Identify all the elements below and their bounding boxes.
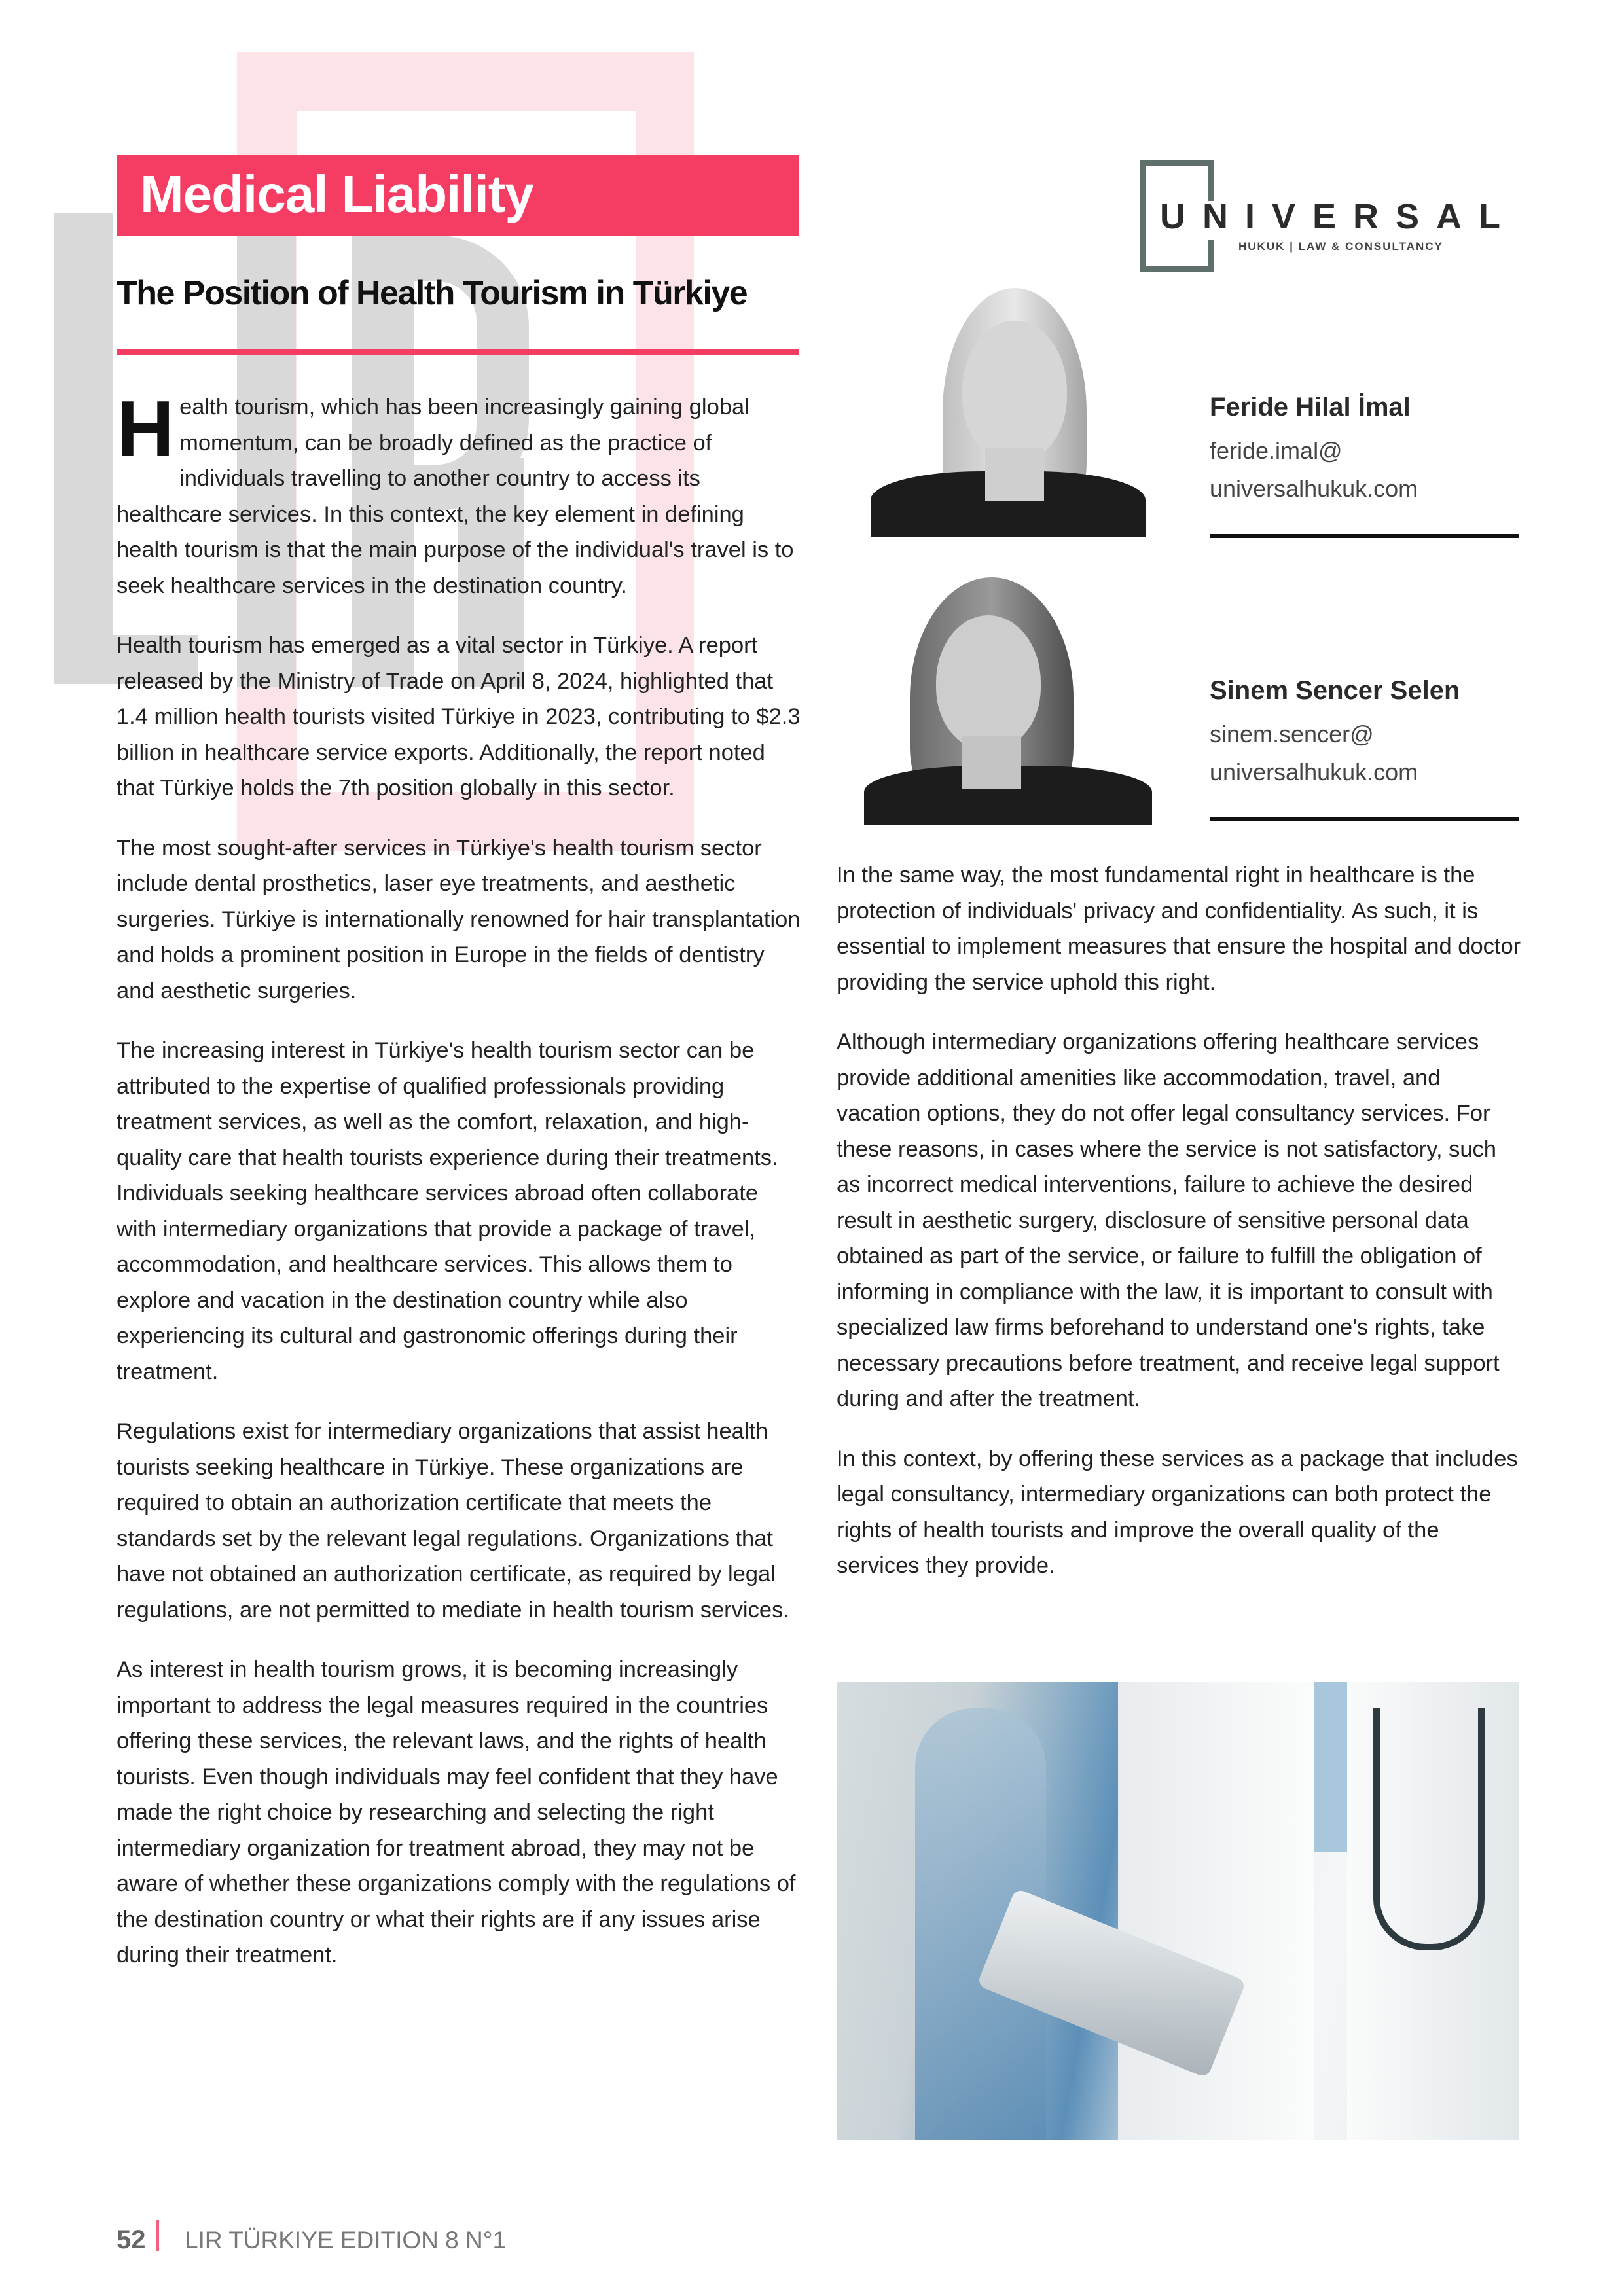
author-name: Sinem Sencer Selen <box>1210 676 1460 705</box>
author-photo <box>864 281 1152 537</box>
logo-wordmark: UNIVERSAL <box>1160 197 1518 236</box>
paragraph: Regulations exist for intermediary organizations that assist health tourists seeking healthcare in Türkiye. These organizations are required to obtain an authorization certificate that meets the standards set by the relevant legal regulations. Organizations that have not obtained an authorization certificate, as required by legal regulations, are not permitted to mediate in health tourism services. <box>117 1419 789 1623</box>
paragraph: The increasing interest in Türkiye's health tourism sector can be attributed to the expertise of qualified professionals providing treatment services, as well as the comfort, relaxation, and high-quality care that health tourists experience during their treatments. Individuals seeking healthcare services abroad often collaborate with intermediary organizations that provide a package of travel, accommodation, and healthcare services. This allows them to explore and vacation in the destination country while also experiencing its cultural and gastronomic offerings during their treatment. <box>117 1038 778 1384</box>
author-email-domain: universalhukuk.com <box>1210 475 1418 502</box>
footer-divider <box>156 2220 159 2251</box>
right-column <box>837 857 1524 1608</box>
author-email-line: feride.imal@ <box>1210 437 1343 464</box>
paragraph: The most sought-after services in Türkiye's health tourism sector include dental prosthetics, laser eye treatments, and aesthetic surgeries. Türkiye is internationally renowned for hair transplantation and holds a prominent position in Europe in the fields of dentistry and aesthetic surgeries. <box>117 835 801 1003</box>
publication-name: LIR TÜRKIYE EDITION 8 N°1 <box>185 2227 507 2253</box>
doctor-with-tablet-photo <box>837 1682 1519 2140</box>
page-number: 52 <box>117 2225 146 2254</box>
doctor-coat <box>1118 1682 1314 2140</box>
article-title: The Position of Health Tourism in Türkiye <box>117 274 748 312</box>
author-name: Feride Hilal İmal <box>1210 393 1411 422</box>
paragraph: In this context, by offering these services as a package that includes legal consultancy, intermediary organizations can both protect the rights of health tourists and improve the overall quality of the services they provide. <box>837 1446 1518 1578</box>
author-divider <box>1210 534 1519 538</box>
paragraph: In the same way, the most fundamental right in healthcare is the protection of individuals' privacy and confidentiality. As such, it is essential to implement measures that ensure the hospital and doctor providing the service uphold this right. <box>837 863 1521 995</box>
paragraph: Although intermediary organizations offering healthcare services provide additional amenities like accommodation, travel, and vacation options, they do not offer legal consultancy services. For these reasons, in cases where the service is not satisfactory, such as incorrect medical interventions, failure to achieve the desired result in aesthetic surgery, disclosure of sensitive personal data obtained as part of the service, or failure to fulfill the obligation of informing in compliance with the law, it is important to consult with specialized law firms beforehand to understand one's rights, take necessary precautions before treatment, and receive legal support during and after the treatment. <box>837 1030 1500 1411</box>
author-email-domain: universalhukuk.com <box>1210 759 1418 785</box>
author-email[interactable] <box>1210 432 1418 508</box>
title-rule <box>117 349 799 355</box>
paragraph: Health tourism has emerged as a vital sector in Türkiye. A report released by the Ministry of Trade on April 8, 2024, highlighted that 1.4 million health tourists visited Türkiye in 2023, contributing to $2.3 billion in healthcare service exports. Additionally, the report noted that Türkiye holds the 7th position globally in this sector. <box>117 633 801 800</box>
left-column <box>117 384 804 1998</box>
section-banner <box>117 155 799 236</box>
paragraph <box>117 384 804 603</box>
paragraph-text: ealth tourism, which has been increasingly gaining global momentum, can be broadly defined as the practice of individuals travelling to another country to access its healthcare services. In this context, the key element in defining health tourism is that the main purpose of the individual's travel is to seek healthcare services in the destination country. <box>117 395 794 598</box>
author-email[interactable] <box>1210 715 1418 791</box>
logo-tagline: HUKUK | LAW & CONSULTANCY <box>1238 240 1443 253</box>
author-photo <box>857 569 1159 825</box>
dropcap: H <box>117 384 175 473</box>
stethoscope-icon <box>1373 1708 1485 1950</box>
paragraph: As interest in health tourism grows, it is becoming increasingly important to address the legal measures required in the countries offering these services, the relevant laws, and the rights of health tourists. Even though individuals may feel confident that they have made the right choice by researching and selecting the right intermediary organization for treatment abroad, they may not be aware of whether these organizations comply with the regulations of the destination country or what their rights are if any issues arise during their treatment. <box>117 1657 796 1967</box>
section-banner-title: Medical Liability <box>140 165 533 223</box>
universal-logo <box>1140 160 1518 278</box>
author-email-line: sinem.sencer@ <box>1210 721 1374 747</box>
author-divider <box>1210 817 1519 821</box>
watermark-letter-l <box>54 213 113 684</box>
